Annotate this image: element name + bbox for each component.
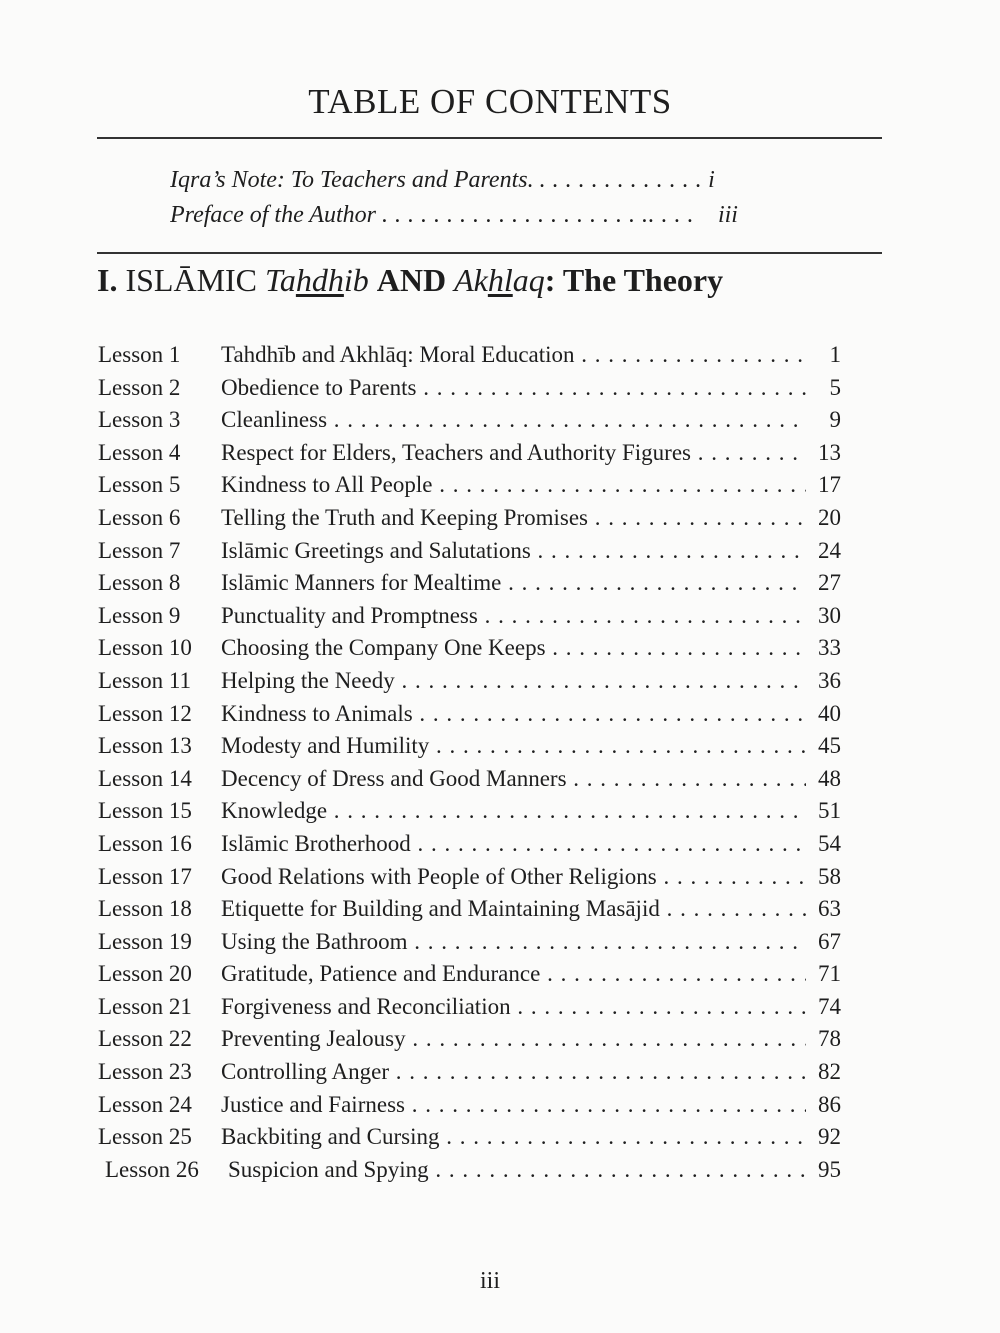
lesson-number: Lesson 15	[98, 798, 192, 824]
lesson-number: Lesson 14	[98, 765, 192, 791]
lesson-page: 5	[829, 374, 841, 400]
lesson-number: Lesson 25	[98, 1124, 192, 1150]
lesson-number: Lesson 17	[98, 863, 192, 889]
lesson-row[interactable]	[98, 404, 848, 437]
lesson-row[interactable]	[98, 795, 848, 828]
lesson-row[interactable]	[98, 535, 848, 568]
page-title: TABLE OF CONTENTS	[308, 82, 672, 121]
lesson-number: Lesson 21	[98, 993, 192, 1019]
lesson-page: 17	[818, 472, 841, 498]
lesson-title: Islāmic Manners for Mealtime . . .	[221, 567, 806, 600]
lesson-page: 63	[818, 896, 841, 922]
lesson-row[interactable]	[98, 958, 848, 991]
lesson-row[interactable]	[98, 469, 848, 502]
lesson-row[interactable]	[98, 698, 848, 731]
lesson-page: 9	[829, 407, 841, 433]
front-matter-title: Preface of the Author	[170, 202, 376, 228]
part-heading	[97, 262, 887, 299]
lesson-title: Controlling Anger . . .	[221, 1056, 806, 1089]
lesson-row[interactable]	[98, 665, 848, 698]
lesson-title: Decency of Dress and Good Manners . . .	[221, 763, 806, 796]
lesson-title: Forgiveness and Reconciliation . . .	[221, 991, 806, 1024]
front-matter-page: i	[708, 167, 715, 193]
lesson-title: Using the Bathroom . . .	[221, 926, 806, 959]
part-numeral: I.	[97, 262, 118, 298]
lesson-page: 13	[818, 439, 841, 465]
lesson-row[interactable]	[98, 1023, 848, 1056]
lesson-page: 45	[818, 733, 841, 759]
lesson-row[interactable]	[98, 339, 848, 372]
lesson-title: Backbiting and Cursing . . .	[221, 1121, 806, 1154]
lesson-title: Preventing Jealousy . . .	[221, 1023, 806, 1056]
lesson-title: Obedience to Parents . . .	[221, 372, 806, 405]
lesson-number: Lesson 6	[98, 504, 181, 530]
page-number: iii	[479, 1268, 500, 1294]
leader-dots: . . . . . . . . . . . . . . . . . . . . .. . . .	[381, 202, 694, 228]
lesson-row[interactable]	[98, 567, 848, 600]
leader-dots: . . . . . . . . . . . . .	[539, 167, 703, 193]
lesson-row[interactable]	[98, 926, 848, 959]
lesson-number: Lesson 3	[98, 407, 181, 433]
lesson-row[interactable]	[98, 502, 848, 535]
lesson-row[interactable]	[98, 1121, 848, 1154]
front-matter-list	[170, 163, 770, 233]
lesson-page: 30	[818, 602, 841, 628]
lesson-number: Lesson 13	[98, 733, 192, 759]
lesson-page: 1	[829, 342, 841, 367]
lesson-row[interactable]	[98, 1089, 848, 1122]
lesson-title: Justice and Fairness . . .	[221, 1089, 806, 1122]
lesson-number: Lesson 2	[98, 374, 181, 400]
part-word: ISLĀMIC	[125, 262, 258, 298]
lesson-row[interactable]	[98, 437, 848, 470]
lesson-number: Lesson 16	[98, 830, 192, 856]
lesson-row[interactable]	[98, 991, 848, 1024]
lesson-row[interactable]	[98, 632, 848, 665]
lesson-title: Etiquette for Building and Maintaining Masājid . . .	[221, 893, 806, 926]
lesson-page: 24	[818, 537, 841, 563]
lesson-row[interactable]	[98, 763, 848, 796]
lesson-list	[98, 339, 848, 1186]
lesson-number: Lesson 4	[98, 439, 181, 465]
lesson-number: Lesson 26	[105, 1156, 199, 1182]
lesson-number: Lesson 12	[98, 700, 192, 726]
lesson-row[interactable]	[98, 861, 848, 894]
front-matter-item[interactable]	[170, 163, 770, 198]
lesson-number: Lesson 1	[98, 342, 181, 367]
part-term-1: Tahdhib	[265, 262, 369, 298]
lesson-title: Helping the Needy . . .	[221, 665, 806, 698]
lesson-page: 20	[818, 504, 841, 530]
lesson-page: 78	[818, 1026, 841, 1052]
lesson-number: Lesson 9	[98, 602, 181, 628]
top-rule	[97, 137, 882, 139]
lesson-row[interactable]	[98, 1056, 848, 1089]
lesson-row[interactable]	[98, 730, 848, 763]
lesson-page: 67	[818, 928, 841, 954]
lesson-page: 74	[818, 993, 841, 1019]
lesson-page: 36	[818, 667, 841, 693]
lesson-row[interactable]	[98, 372, 848, 405]
lesson-row[interactable]	[98, 893, 848, 926]
lesson-title: Islāmic Brotherhood . . .	[221, 828, 806, 861]
leader-dots: .	[527, 167, 540, 193]
lesson-title: Cleanliness . . .	[221, 404, 806, 437]
lesson-number: Lesson 11	[98, 667, 192, 693]
lesson-title: Good Relations with People of Other Religions . . .	[221, 861, 806, 894]
lesson-title: Punctuality and Promptness . . .	[221, 600, 806, 633]
lesson-page: 71	[818, 961, 841, 987]
lesson-title: Knowledge . . .	[221, 795, 806, 828]
bottom-rule	[97, 252, 882, 254]
lesson-number: Lesson 7	[98, 537, 181, 563]
lesson-title: Kindness to All People . . .	[221, 469, 806, 502]
lesson-number: Lesson 24	[98, 1091, 192, 1117]
lesson-page: 54	[818, 830, 841, 856]
front-matter-title: Iqra’s Note: To Teachers and Parents	[170, 167, 528, 193]
lesson-title: Kindness to Animals . . .	[221, 698, 806, 731]
lesson-page: 58	[818, 863, 841, 889]
lesson-page: 27	[818, 570, 841, 596]
lesson-page: 48	[818, 765, 841, 791]
lesson-number: Lesson 18	[98, 896, 192, 922]
lesson-page: 95	[818, 1156, 841, 1182]
lesson-page: 82	[818, 1059, 841, 1085]
lesson-number: Lesson 10	[98, 635, 192, 661]
lesson-title: Telling the Truth and Keeping Promises . . .	[221, 502, 806, 535]
lesson-number: Lesson 20	[98, 961, 192, 987]
lesson-row[interactable]	[98, 828, 848, 861]
lesson-title: Gratitude, Patience and Endurance . . .	[221, 958, 806, 991]
lesson-title: Islāmic Greetings and Salutations . . .	[221, 535, 806, 568]
front-matter-item[interactable]	[170, 198, 770, 233]
lesson-row[interactable]	[98, 600, 848, 633]
lesson-page: 92	[818, 1124, 841, 1150]
lesson-number: Lesson 8	[98, 570, 181, 596]
part-connector: AND	[376, 262, 447, 298]
lesson-number: Lesson 23	[98, 1059, 192, 1085]
lesson-title: Respect for Elders, Teachers and Authority Figures . . .	[221, 437, 806, 470]
lesson-title: Suspicion and Spying . . .	[228, 1154, 806, 1187]
lesson-title: Choosing the Company One Keeps . . .	[221, 632, 806, 665]
lesson-row[interactable]	[98, 1154, 848, 1187]
lesson-title: Tahdhīb and Akhlāq: Moral Education . . .	[221, 339, 806, 372]
part-subtitle: : The Theory	[544, 262, 724, 298]
lesson-title: Modesty and Humility . . .	[221, 730, 806, 763]
lesson-number: Lesson 19	[98, 928, 192, 954]
lesson-page: 86	[818, 1091, 841, 1117]
lesson-number: Lesson 22	[98, 1026, 192, 1052]
lesson-page: 51	[818, 798, 841, 824]
lesson-number: Lesson 5	[98, 472, 181, 498]
lesson-page: 33	[818, 635, 841, 661]
front-matter-page: iii	[717, 202, 738, 228]
lesson-page: 40	[818, 700, 841, 726]
part-term-2: Akhlaq	[454, 262, 545, 298]
